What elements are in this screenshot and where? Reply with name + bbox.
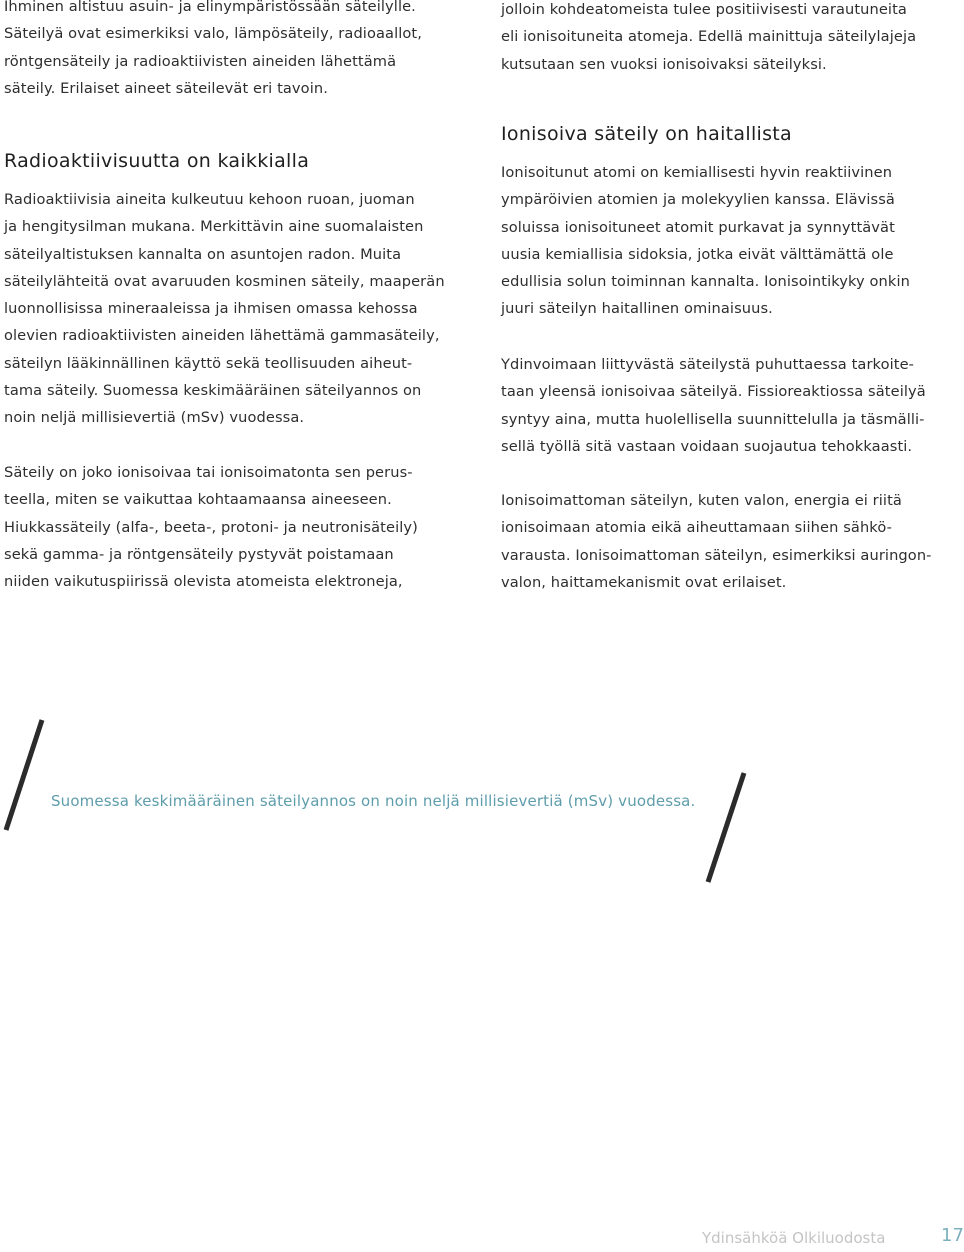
text-line: teella, miten se vaikuttaa kohtaamaansa aineeseen. — [4, 491, 392, 509]
text-line: sellä työllä sitä vastaan voidaan suojautua tehokkaasti. — [501, 437, 913, 455]
non-ionizing-paragraph — [501, 487, 932, 596]
text-line: Ihminen altistuu asuin- ja elinympäristössään säteilylle. — [4, 0, 416, 15]
text-line: säteilyn lääkinnällinen käyttö sekä teollisuuden aiheut- — [4, 354, 413, 372]
text-line: eli ionisoituneita atomeja. Edellä mainittuja säteilylajeja — [501, 28, 917, 46]
quote-slash-right-icon — [700, 770, 750, 886]
text-line: säteilyaltistuksen kannalta on asuntojen radon. Muita — [4, 245, 402, 263]
text-line: sekä gamma- ja röntgensäteily pystyvät poistamaan — [4, 545, 394, 563]
text-line: ionisoimaan atomia eikä aiheuttamaan siihen sähkö- — [501, 519, 892, 537]
text-line: Radioaktiivisia aineita kulkeutuu kehoon ruoan, juoman — [4, 191, 415, 208]
text-line: Ydinvoimaan liittyvästä säteilystä puhuttaessa tarkoite- — [501, 356, 915, 373]
intro-paragraph — [4, 0, 422, 102]
page-number: 17 — [941, 1225, 964, 1246]
text-line: kutsutaan sen vuoksi ionisoivaksi säteilyksi. — [501, 55, 827, 73]
text-line: olevien radioaktiivisten aineiden lähettämä gammasäteily, — [4, 327, 440, 345]
text-line: säteilylähteitä ovat avaruuden kosminen säteily, maaperän — [4, 272, 445, 290]
text-line: valon, haittamekanismit ovat erilaiset. — [501, 573, 787, 591]
radioactivity-paragraph — [4, 186, 445, 432]
text-line: juuri säteilyn haitallinen ominaisuus. — [501, 300, 773, 318]
pull-quote: Suomessa keskimääräinen säteilyannos on noin neljä millisievertiä (mSv) vuodessa. — [51, 792, 696, 810]
text-line: noin neljä millisievertiä (mSv) vuodessa. — [4, 409, 305, 427]
text-line: röntgensäteily ja radioaktiivisten aineiden lähettämä — [4, 52, 397, 70]
section-heading-ionizing-harmful: Ionisoiva säteily on haitallista — [501, 123, 792, 145]
text-line: luonnollisissa mineraaleissa ja ihmisen omassa kehossa — [4, 300, 418, 318]
ionizing-definition-paragraph — [4, 459, 418, 595]
text-line: ympäröivien atomien ja molekyylien kanssa. Elävissä — [501, 191, 895, 209]
ionized-atom-paragraph — [501, 159, 910, 323]
text-line: Säteilyä ovat esimerkiksi valo, lämpösäteily, radioaallot, — [4, 25, 422, 43]
text-line: Ionisoitunut atomi on kemiallisesti hyvin reaktiivinen — [501, 164, 893, 181]
quote-slash-left-icon — [0, 718, 48, 834]
text-line: taan yleensä ionisoivaa säteilyä. Fissioreaktiossa säteilyä — [501, 383, 926, 401]
text-line: soluissa ionisoituneet atomit purkavat ja synnyttävät — [501, 218, 895, 236]
text-line: Hiukkassäteily (alfa-, beeta-, protoni- ja neutronisäteily) — [4, 518, 418, 536]
text-line: syntyy aina, mutta huolellisella suunnittelulla ja täsmälli- — [501, 410, 925, 428]
text-line: jolloin kohdeatomeista tulee positiivisesti varautuneita — [501, 1, 907, 18]
nuclear-power-paragraph — [501, 351, 926, 460]
text-line: tama säteily. Suomessa keskimääräinen säteilyannos on — [4, 382, 422, 400]
text-line: varausta. Ionisoimattoman säteilyn, esimerkiksi auringon- — [501, 546, 932, 564]
text-line: niiden vaikutuspiirissä olevista atomeista elektroneja, — [4, 573, 403, 591]
text-line: edullisia solun toiminnan kannalta. Ionisointikyky onkin — [501, 273, 910, 291]
footer-publication-title: Ydinsähköä Olkiluodosta — [702, 1229, 886, 1247]
text-line: uusia kemiallisia sidoksia, jotka eivät välttämättä ole — [501, 245, 894, 263]
text-line: Ionisoimattoman säteilyn, kuten valon, energia ei riitä — [501, 492, 902, 509]
section-heading-radioactivity: Radioaktiivisuutta on kaikkialla — [4, 150, 310, 172]
continuation-paragraph — [501, 0, 916, 78]
text-line: säteily. Erilaiset aineet säteilevät eri tavoin. — [4, 79, 328, 97]
text-line: Säteily on joko ionisoivaa tai ionisoimatonta sen perus- — [4, 464, 413, 481]
text-line: ja hengitysilman mukana. Merkittävin aine suomalaisten — [4, 218, 424, 236]
